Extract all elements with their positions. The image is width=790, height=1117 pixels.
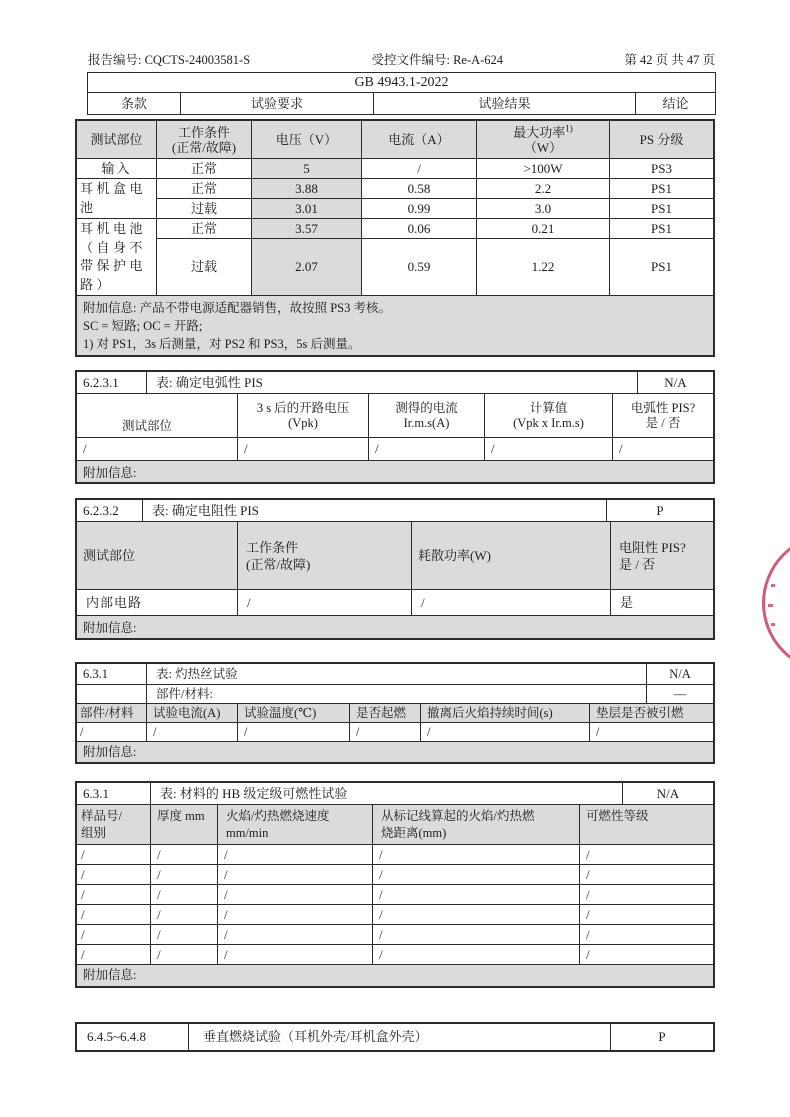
header-open-voltage-line2: (Vpk) [288, 415, 318, 430]
header-max-power-line2: （W） [523, 139, 563, 155]
hb-data-row [77, 905, 713, 925]
glow-wire-table [75, 662, 715, 764]
header-measured-current-line2: Ir.m.s(A) [403, 415, 450, 430]
cell-burn-distance: / [373, 865, 580, 885]
cell-current: / [362, 159, 477, 179]
cell-open-voltage: / [238, 438, 369, 461]
header-burn-speed-line2: mm/min [226, 825, 269, 840]
cell-current: 0.99 [362, 199, 477, 219]
header-burn-speed [218, 805, 373, 845]
cell-thickness: / [151, 885, 218, 905]
cell-burn-speed: / [218, 885, 373, 905]
header-burn-distance [373, 805, 580, 845]
verdict-cell: N/A [647, 664, 713, 685]
cell-ps-class: PS3 [610, 159, 713, 179]
table-title: 表: 灼热丝试验 [147, 664, 647, 685]
header-test-part: 测试部位 [77, 394, 238, 438]
glow-wire-notes: 附加信息: [77, 742, 713, 762]
col-verdict: 结论 [662, 95, 689, 111]
group-earbud-battery [77, 219, 713, 296]
header-current: 电流（A） [362, 121, 477, 159]
cell-measured-current: / [369, 438, 485, 461]
clause-number: 6.2.3.1 [77, 372, 147, 394]
verdict-cell: N/A [623, 783, 713, 805]
glow-wire-title-row [77, 664, 713, 685]
cell-current: 0.06 [362, 219, 477, 239]
arc-pis-notes: 附加信息: [77, 461, 713, 482]
cell-sample: / [77, 925, 151, 945]
cell-rating: / [580, 845, 713, 865]
table-title: 垂直燃烧试验（耳机外壳/耳机盒外壳） [189, 1024, 611, 1050]
header-working-condition [238, 522, 412, 590]
glow-wire-data-row [77, 723, 713, 742]
cell-thickness: / [151, 925, 218, 945]
cell-thickness: / [151, 865, 218, 885]
red-seal-fragment [771, 623, 775, 626]
clause-number: 6.3.1 [77, 783, 151, 805]
part-material-value: — [647, 685, 713, 704]
arc-pis-table [75, 370, 715, 484]
col-requirement: 试验要求 [181, 93, 374, 114]
cell-sample: / [77, 945, 151, 965]
resistive-pis-header-row [77, 522, 713, 590]
standard-name: GB 4943.1-2022 [88, 73, 715, 93]
header-test-current: 试验电流(A) [147, 704, 238, 723]
power-classification-table [75, 119, 715, 357]
cell-rating: / [580, 925, 713, 945]
header-calculated-value-line2: (Vpk x Ir.m.s) [513, 415, 584, 430]
col-clause: 条款 [88, 93, 181, 114]
hb-data-row [77, 845, 713, 865]
cell-rating: / [580, 885, 713, 905]
cell-condition: / [238, 590, 412, 616]
row-case-overload [157, 199, 713, 219]
cell-condition: 正常 [157, 179, 252, 199]
hb-title-row [77, 783, 713, 805]
arc-pis-title-row [77, 372, 713, 394]
cell-part: 耳机电池（自身不带保护电路） [77, 219, 157, 296]
header-working-condition-line1: 工作条件 [246, 539, 299, 555]
cell-ps-class: PS1 [610, 239, 713, 296]
hb-data-row [77, 865, 713, 885]
hb-table-notes: 附加信息: [77, 965, 713, 986]
table-title: 表: 材料的 HB 级定级可燃性试验 [151, 783, 623, 805]
header-flame-duration: 撤离后火焰持续时间(s) [421, 704, 590, 723]
cell-rating: / [580, 865, 713, 885]
header-arc-pis-line2: 是 / 否 [645, 415, 681, 430]
page-content [75, 0, 715, 1052]
cell-burn-speed: / [218, 925, 373, 945]
cell-layer-ignited: / [590, 723, 713, 742]
header-test-part: 测试部位 [77, 121, 157, 159]
table-title: 表: 确定电阻性 PIS [143, 500, 607, 522]
cell-thickness: / [151, 845, 218, 865]
arc-pis-data-row [77, 438, 713, 461]
header-test-part: 测试部位 [77, 522, 238, 590]
table-title: 表: 确定电弧性 PIS [147, 372, 638, 394]
cell-arc-pis: / [613, 438, 713, 461]
cell-burn-distance: / [373, 925, 580, 945]
col-result: 试验结果 [374, 93, 636, 114]
header-part-material: 部件/材料 [77, 704, 147, 723]
cell-sample: / [77, 865, 151, 885]
header-working-condition-line1: 工作条件 [177, 124, 230, 140]
arc-pis-header-row [77, 394, 713, 438]
row-earbud-overload [157, 239, 713, 296]
row-earbud-normal [157, 219, 713, 239]
cell-ignition: / [350, 723, 421, 742]
header-ps-class: PS 分级 [610, 121, 713, 159]
power-header-row [77, 121, 713, 159]
cell-dissipated-power: / [412, 590, 611, 616]
cell-voltage: 2.07 [252, 239, 362, 296]
cell-rating: / [580, 905, 713, 925]
glow-wire-header-row [77, 704, 713, 723]
header-working-condition [157, 121, 252, 159]
cell-empty [77, 685, 147, 704]
clause-number: 6.2.3.2 [77, 500, 143, 522]
header-arc-pis [613, 394, 713, 438]
header-burn-distance-line1: 从标记线算起的火焰/灼热燃 [381, 808, 535, 823]
clause-number: 6.4.5~6.4.8 [77, 1024, 189, 1050]
verdict-cell: N/A [638, 372, 713, 394]
header-open-voltage [238, 394, 369, 438]
header-dissipated-power: 耗散功率(W) [412, 522, 611, 590]
header-test-temperature: 试验温度(℃) [238, 704, 350, 723]
header-sample-line1: 样品号/ [81, 808, 122, 823]
header-resistive-pis [611, 522, 713, 590]
cell-voltage: 3.88 [252, 179, 362, 199]
red-seal-fragment [771, 584, 775, 587]
cell-sample: / [77, 905, 151, 925]
cell-max-power: 1.22 [477, 239, 610, 296]
cell-flame-duration: / [421, 723, 590, 742]
cell-burn-speed: / [218, 945, 373, 965]
cell-part: 内部电路 [77, 590, 238, 616]
clause-number: 6.3.1 [77, 664, 147, 685]
note-line: 附加信息: 产品不带电源适配器销售，故按照 PS3 考核。 [83, 301, 392, 315]
cell-part: 耳机盒电池 [77, 179, 157, 219]
resistive-pis-title-row [77, 500, 713, 522]
cell-ps-class: PS1 [610, 179, 713, 199]
hb-data-row [77, 925, 713, 945]
resistive-pis-data-row [77, 590, 713, 616]
group-earbud-battery-rows [157, 219, 713, 296]
cell-condition: 过载 [157, 239, 252, 296]
cell-burn-distance: / [373, 885, 580, 905]
header-measured-current [369, 394, 485, 438]
cell-test-current: / [147, 723, 238, 742]
cell-condition: 过载 [157, 199, 252, 219]
header-flammability-rating: 可燃性等级 [580, 805, 713, 845]
cell-burn-speed: / [218, 865, 373, 885]
cell-ps-class: PS1 [610, 199, 713, 219]
header-sample [77, 805, 151, 845]
cell-voltage: 3.57 [252, 219, 362, 239]
red-seal-arc [762, 533, 790, 673]
row-case-normal [157, 179, 713, 199]
verdict-cell: P [607, 500, 713, 522]
cell-part: / [77, 438, 238, 461]
cell-resistive-pis: 是 [611, 590, 713, 616]
header-arc-pis-line1: 电弧性 PIS? [630, 400, 696, 415]
cell-voltage: 5 [252, 159, 362, 179]
cell-max-power: 0.21 [477, 219, 610, 239]
header-voltage: 电压（V） [252, 121, 362, 159]
cell-voltage: 3.01 [252, 199, 362, 219]
cell-thickness: / [151, 945, 218, 965]
cell-current: 0.59 [362, 239, 477, 296]
header-working-condition-line2: (正常/故障) [246, 556, 311, 572]
group-case-battery-rows [157, 179, 713, 219]
cell-rating: / [580, 945, 713, 965]
header-burn-speed-line1: 火焰/灼热燃烧速度 [226, 808, 330, 823]
header-calculated-value [485, 394, 613, 438]
resistive-pis-table [75, 498, 715, 640]
header-sample-line2: 组别 [81, 825, 107, 840]
hb-data-row [77, 945, 713, 965]
cell-max-power: 3.0 [477, 199, 610, 219]
power-table-notes [77, 296, 713, 355]
doc-header [88, 50, 715, 68]
header-thickness: 厚度 mm [151, 805, 218, 845]
header-max-power-line1: 最大功率$^{1)}$ [513, 123, 573, 140]
cell-part-material: / [77, 723, 147, 742]
part-material-label: 部件/材料: [147, 685, 647, 704]
cell-burn-distance: / [373, 845, 580, 865]
cell-sample: / [77, 845, 151, 865]
cell-burn-speed: / [218, 905, 373, 925]
cell-burn-distance: / [373, 905, 580, 925]
cell-part: 输入 [77, 159, 157, 179]
header-resistive-pis-line2: 是 / 否 [619, 556, 656, 572]
cell-condition: 正常 [157, 219, 252, 239]
gb-standard-row [88, 73, 715, 93]
header-max-power [477, 121, 610, 159]
cell-thickness: / [151, 905, 218, 925]
hb-flammability-table [75, 781, 715, 988]
header-resistive-pis-line1: 电阻性 PIS? [619, 539, 686, 555]
verdict-cell: P [658, 1029, 666, 1044]
cell-max-power: >100W [477, 159, 610, 179]
header-ignition: 是否起燃 [350, 704, 421, 723]
cell-condition: 正常 [157, 159, 252, 179]
cell-burn-distance: / [373, 945, 580, 965]
note-line: SC = 短路; OC = 开路; [83, 319, 203, 333]
cell-current: 0.58 [362, 179, 477, 199]
controlled-doc-number: 受控文件编号: Re-A-624 [371, 53, 504, 67]
cell-ps-class: PS1 [610, 219, 713, 239]
header-measured-current-line1: 测得的电流 [395, 400, 458, 415]
glow-wire-material-row [77, 685, 713, 704]
cell-test-temperature: / [238, 723, 350, 742]
gb-standard-table [87, 72, 716, 115]
gb-columns-row [88, 93, 715, 114]
note-line: 1) 对 PS1，3s 后测量，对 PS2 和 PS3，5s 后测量。 [83, 337, 361, 351]
cell-burn-speed: / [218, 845, 373, 865]
vertical-burn-row [77, 1024, 713, 1050]
cell-calculated-value: / [485, 438, 613, 461]
resistive-pis-notes: 附加信息: [77, 616, 713, 638]
vertical-burn-table [75, 1022, 715, 1052]
hb-header-row [77, 805, 713, 845]
red-seal-fragment [768, 604, 773, 607]
cell-max-power: 2.2 [477, 179, 610, 199]
group-case-battery [77, 179, 713, 219]
page-number-info: 第 42 页 共 47 页 [624, 53, 715, 67]
header-open-voltage-line1: 3 s 后的开路电压 [256, 400, 350, 415]
report-number: 报告编号: CQCTS-24003581-S [88, 53, 251, 67]
header-calculated-value-line1: 计算值 [529, 400, 568, 415]
header-layer-ignited: 垫层是否被引燃 [590, 704, 713, 723]
header-working-condition-line2: (正常/故障) [171, 139, 237, 155]
row-input [77, 159, 713, 179]
hb-data-row [77, 885, 713, 905]
cell-sample: / [77, 885, 151, 905]
header-burn-distance-line2: 烧距离(mm) [381, 825, 447, 840]
